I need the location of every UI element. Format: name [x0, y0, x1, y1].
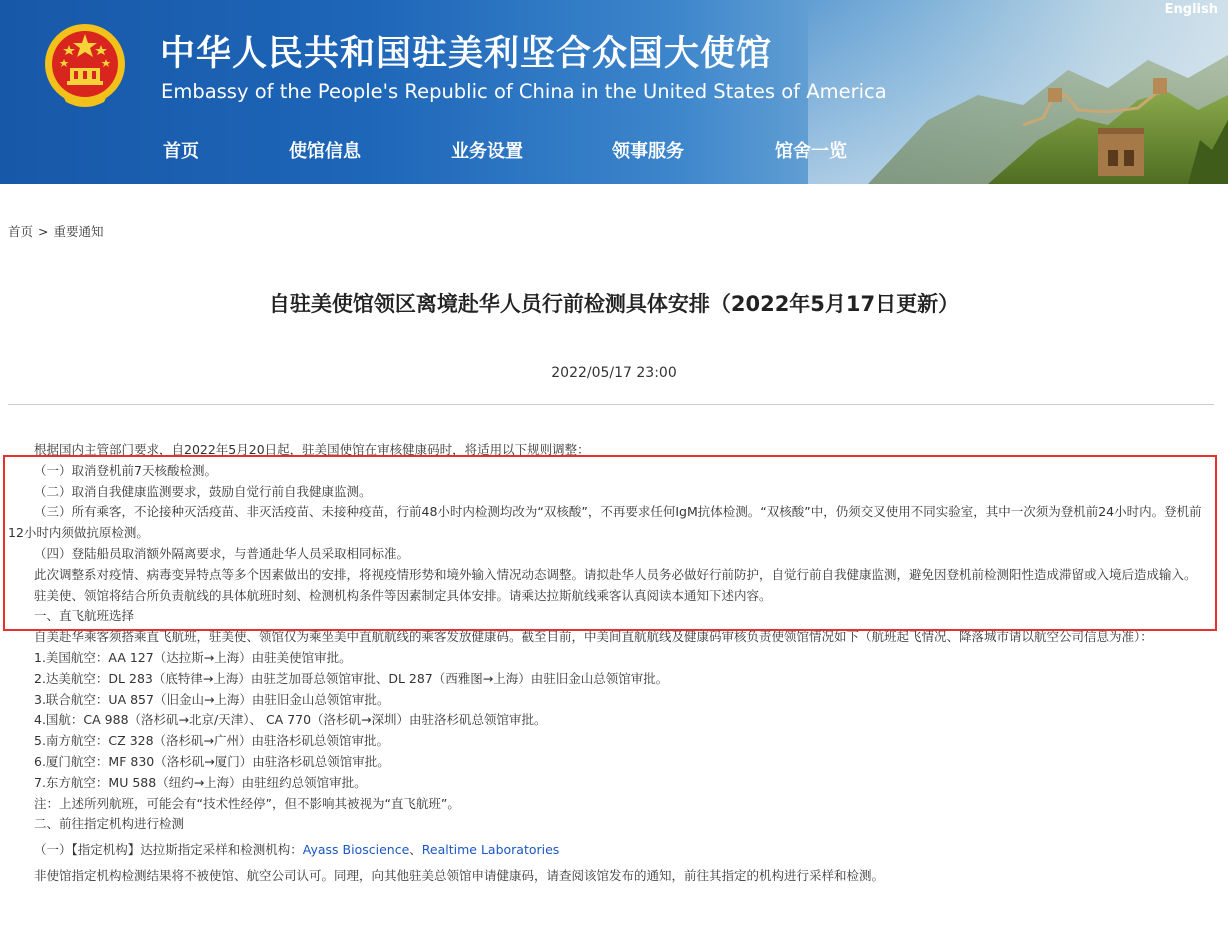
site-title-chinese: 中华人民共和国驻美利坚合众国大使馆 [160, 34, 773, 74]
ayass-bioscience-link[interactable]: Ayass Bioscience [302, 842, 410, 858]
paragraph-designated-institutions [8, 840, 1216, 861]
paragraph-dallas-note: 驻美使、领馆将结合所负责航线的具体航班时刻、检测机构条件等因素制定具体安排。请乘达拉斯航线乘客认真阅读本通知下述内容。 [34, 587, 772, 603]
title-divider [8, 404, 1214, 405]
site-header [0, 0, 1228, 184]
section-heading-direct-flights: 一、直飞航班选择 [34, 608, 135, 624]
section-heading-designated-testing: 二、前往指定机构进行检测 [34, 816, 185, 832]
paragraph-non-designated-note: 非使馆指定机构检测结果将不被使馆、航空公司认可。同理，向其他驻美总领馆申请健康码，请查阅该馆发布的通知，前往其指定的机构进行采样和检测。 [34, 867, 885, 883]
paragraph-rule-3: （三）所有乘客，不论接种灭活疫苗、非灭活疫苗、未接种疫苗，行前48小时内检测均改为“双核酸”，不再要求任何IgM抗体检测。“双核酸”中，仍须交叉使用不同实验室，其中一次须为登机前24小时内。登机前12小时内须做抗原检测。 [8, 504, 1202, 541]
nav-item-embassy-info[interactable]: 使馆信息 [289, 141, 361, 162]
flight-list-item: 6.厦门航空：MF 830（洛杉矶→厦门）由驻洛杉矶总领馆审批。 [34, 753, 390, 769]
main-nav [0, 137, 1228, 167]
english-language-link[interactable]: English [1164, 2, 1218, 17]
realtime-laboratories-link[interactable]: Realtime Laboratories [421, 842, 560, 858]
paragraph-rule-4: （四）登陆船员取消额外隔离要求，与普通赴华人员采取相同标准。 [34, 545, 410, 561]
flight-list-item: 1.美国航空：AA 127（达拉斯→上海）由驻美使馆审批。 [34, 649, 352, 665]
paragraph-flight-note: 注：上述所列航班，可能会有“技术性经停”，但不影响其被视为“直飞航班”。 [34, 795, 460, 811]
article-body [8, 440, 1216, 887]
paragraph-rule-1: （一）取消登机前7天核酸检测。 [34, 462, 217, 478]
flight-list-item: 2.达美航空：DL 283（底特律→上海）由驻芝加哥总领馆审批、DL 287（西雅图→上海）由驻旧金山总领馆审批。 [34, 670, 669, 686]
link-separator: 、 [409, 842, 422, 858]
breadcrumb-current-link[interactable]: 重要通知 [53, 224, 104, 239]
nav-item-consular-services[interactable]: 领事服务 [612, 141, 684, 162]
paragraph-direct-flights-intro: 自美赴华乘客须搭乘直飞航班，驻美使、领馆仅为乘坐美中直航航线的乘客发放健康码。截至目前，中美间直航航线及健康码审核负责使领馆情况如下（航班起飞情况、降落城市请以航空公司信息为准）： [34, 629, 1153, 645]
flight-list-item: 3.联合航空：UA 857（旧金山→上海）由驻旧金山总领馆审批。 [34, 691, 390, 707]
article-title: 自驻美使馆领区离境赴华人员行前检测具体安排（2022年5月17日更新） [268, 292, 960, 316]
flight-list-item: 5.南方航空：CZ 328（洛杉矶→广州）由驻洛杉矶总领馆审批。 [34, 733, 390, 749]
paragraph-adjustment-note: 此次调整系对疫情、病毒变异特点等多个因素做出的安排，将视疫情形势和境外输入情况动态调整。请拟赴华人员务必做好行前防护，自觉行前自我健康监测，避免因登机前检测阳性造成滞留或入境后造成输入。 [34, 566, 1197, 582]
breadcrumb-separator: > [38, 224, 49, 239]
nav-item-home[interactable]: 首页 [163, 141, 199, 162]
national-emblem-icon [42, 20, 128, 110]
article-date: 2022/05/17 23:00 [551, 365, 677, 381]
designated-institutions-label: （一）【指定机构】达拉斯指定采样和检测机构： [34, 842, 303, 858]
flight-list-item: 4.国航：CA 988（洛杉矶→北京/天津）、 CA 770（洛杉矶→深圳）由驻洛杉矶总领馆审批。 [34, 712, 547, 728]
paragraph-rule-2: （二）取消自我健康监测要求，鼓励自觉行前自我健康监测。 [34, 483, 372, 499]
breadcrumb-home-link[interactable]: 首页 [8, 224, 34, 239]
paragraph-intro: 根据国内主管部门要求，自2022年5月20日起，驻美国使馆在审核健康码时，将适用以下规则调整： [34, 442, 590, 457]
site-title-english: Embassy of the People's Republic of China in the United States of America [161, 80, 887, 103]
breadcrumb [8, 222, 104, 240]
nav-item-premises-overview[interactable]: 馆舍一览 [775, 141, 847, 162]
flight-list-item: 7.东方航空：MU 588（纽约→上海）由驻纽约总领馆审批。 [34, 774, 367, 790]
nav-item-business-settings[interactable]: 业务设置 [451, 141, 523, 162]
